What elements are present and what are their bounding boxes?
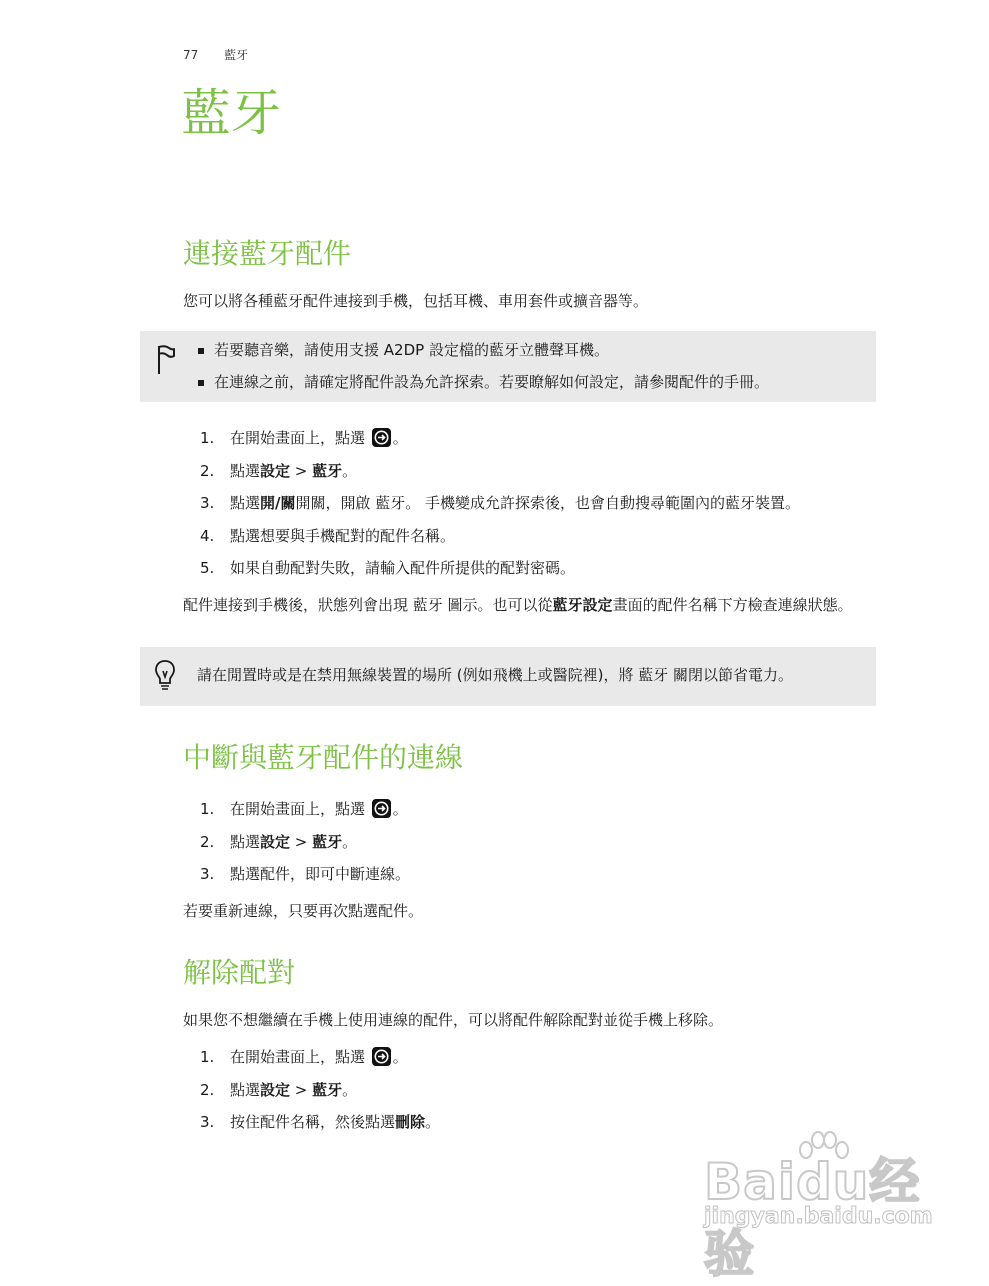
tip-text: 請在閒置時或是在禁用無線裝置的場所 (例如飛機上或醫院裡)，將 藍牙 關閉以節省電力。 — [197, 666, 794, 684]
step-item: 2. 點選設定 > 藍牙。 — [200, 461, 358, 480]
section-title-disconnect: 中斷與藍牙配件的連線 — [183, 741, 464, 774]
step-item: 5. 如果自動配對失敗，請輸入配件所提供的配對密碼。 — [200, 559, 576, 577]
lightbulb-icon — [153, 659, 177, 693]
step-item: 4. 點選想要與手機配對的配件名稱。 — [200, 526, 456, 545]
step-item: 1. 在開始畫面上，點選 。 — [200, 800, 408, 818]
step-item: 3. 點選開/關開關，開啟 藍牙。 手機變成允許探索後，也會自動搜尋範圍內的藍牙裝置。 — [200, 494, 801, 512]
note-list — [198, 340, 769, 393]
watermark-url: jingyan.baidu.com — [704, 1204, 933, 1229]
section-intro: 如果您不想繼續在手機上使用連線的配件，可以將配件解除配對並從手機上移除。 — [183, 1011, 724, 1029]
page-header — [183, 46, 248, 63]
connection-status-paragraph: 配件連接到手機後，狀態列會出現 藍牙 圖示。也可以從藍牙設定畫面的配件名稱下方檢查連線狀態。 — [183, 596, 853, 614]
steps-list-connect — [200, 428, 800, 591]
watermark-logo: Baidu经验 — [704, 1153, 921, 1283]
chapter-title: 藍牙 — [181, 84, 281, 142]
section-title-connect: 連接藍牙配件 — [183, 237, 352, 270]
step-item: 1. 在開始畫面上，點選 。 — [200, 429, 408, 447]
note-box — [140, 331, 876, 402]
arrow-right-icon — [372, 1047, 391, 1066]
baidu-watermark — [700, 1130, 940, 1283]
flag-icon — [155, 342, 177, 378]
arrow-right-icon — [372, 428, 391, 447]
tip-box — [140, 647, 876, 706]
step-item: 3. 按住配件名稱，然後點選刪除。 — [200, 1113, 441, 1131]
step-item: 2. 點選設定 > 藍牙。 — [200, 1080, 358, 1099]
steps-list-unpair — [200, 1047, 440, 1145]
step-item: 2. 點選設定 > 藍牙。 — [200, 832, 358, 851]
step-item: 1. 在開始畫面上，點選 。 — [200, 1048, 408, 1066]
reconnect-paragraph: 若要重新連線，只要再次點選配件。 — [183, 902, 424, 920]
section-title-unpair: 解除配對 — [183, 956, 296, 989]
note-item: 若要聽音樂，請使用支援 A2DP 設定檔的藍牙立體聲耳機。 — [198, 340, 769, 361]
step-item: 3. 點選配件，即可中斷連線。 — [200, 865, 411, 883]
steps-list-disconnect — [200, 799, 410, 897]
page-number: 77 — [183, 48, 199, 62]
running-title: 藍牙 — [224, 48, 249, 62]
arrow-right-icon — [372, 799, 391, 818]
section-intro: 您可以將各種藍牙配件連接到手機，包括耳機、車用套件或擴音器等。 — [183, 292, 649, 310]
note-item: 在連線之前，請確定將配件設為允許探索。若要瞭解如何設定，請參閱配件的手冊。 — [198, 372, 769, 393]
